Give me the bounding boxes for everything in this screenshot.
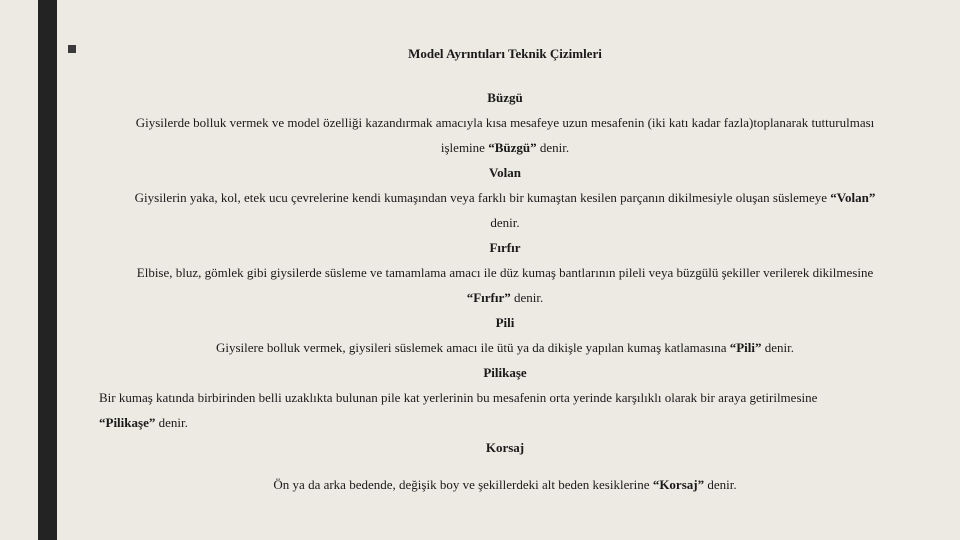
- firfir-text-line1: Elbise, bluz, gömlek gibi giysilerde süsleme ve tamamlama amacı ile düz kumaş bantlarının pileli veya büzgülü şekiller verilerek dikilmesine: [136, 265, 874, 280]
- korsaj-term: “Korsaj”: [652, 477, 705, 492]
- volan-text-line2: denir.: [490, 215, 520, 230]
- pili-text-post: denir.: [761, 340, 794, 355]
- slide-content: [95, 38, 915, 496]
- pilikase-text-post: denir.: [155, 415, 188, 430]
- buzgu-text-line2: [95, 135, 915, 160]
- heading-pili: Pili: [495, 315, 515, 330]
- firfir-text-line2: [95, 285, 915, 310]
- buzgu-text-post: denir.: [536, 140, 570, 155]
- korsaj-text-line1: [95, 474, 915, 496]
- korsaj-text-pre: Ön ya da arka bedende, değişik boy ve şekillerdeki alt beden kesiklerine: [273, 477, 653, 492]
- buzgu-text-line1: Giysilerde bolluk vermek ve model özelliği kazandırmak amacıyla kısa mesafeye uzun mesafenin (iki katı kadar fazla)toplanarak tutturulması: [135, 115, 875, 130]
- heading-volan: Volan: [488, 165, 522, 180]
- pilikase-term: “Pilikaşe”: [99, 415, 156, 430]
- pilikase-text-line2: [99, 410, 915, 435]
- volan-text-line1: [95, 185, 915, 210]
- volan-text-pre: Giysilerin yaka, kol, etek ucu çevrelerine kendi kumaşından veya farklı bir kumaştan kesilen parçanın dikilmesiyle oluşan süslemeye: [134, 190, 831, 205]
- firfir-text-post: denir.: [510, 290, 544, 305]
- korsaj-text-post: denir.: [704, 477, 737, 492]
- pili-text-line1: [95, 335, 915, 360]
- heading-korsaj: Korsaj: [485, 440, 525, 455]
- left-accent-bar: [38, 0, 57, 540]
- heading-pilikase: Pilikaşe: [483, 365, 527, 380]
- pilikase-text-line1: Bir kumaş katında birbirinden belli uzaklıkta bulunan pile kat yerlerinin bu mesafenin orta yerinde karşılıklı olarak bir araya getirilmesine: [99, 390, 818, 405]
- volan-term: “Volan”: [830, 190, 876, 205]
- heading-firfir: Fırfır: [489, 240, 521, 255]
- firfir-term: “Fırfır”: [466, 290, 511, 305]
- heading-buzgu: Büzgü: [487, 90, 523, 105]
- buzgu-term: “Büzgü”: [488, 140, 537, 155]
- pili-text-pre: Giysilere bolluk vermek, giysileri süslemek amacı ile ütü ya da dikişle yapılan kumaş katlamasına: [215, 340, 730, 355]
- buzgu-text-pre: işlemine: [440, 140, 489, 155]
- square-bullet-icon: [68, 45, 76, 53]
- pili-term: “Pili”: [729, 340, 762, 355]
- page-title: Model Ayrıntıları Teknik Çizimleri: [408, 46, 602, 61]
